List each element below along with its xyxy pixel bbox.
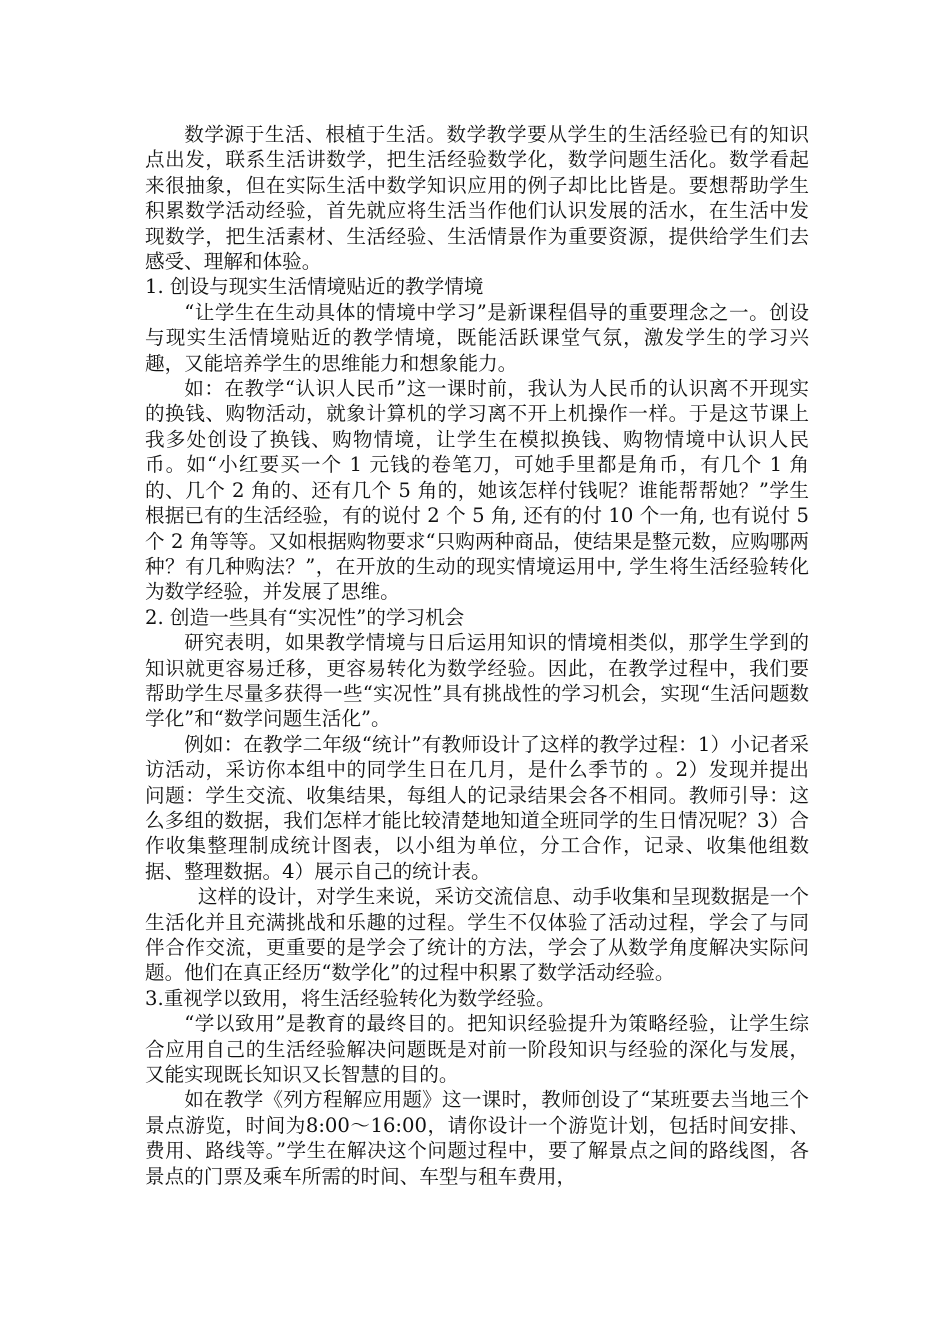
section-3-heading: 3.重视学以致用，将生活经验转化为数学经验。 bbox=[145, 986, 556, 1010]
section-1-paragraph-1: “让学生在生动具体的情境中学习”是新课程倡导的重要理念之一。创设与现实生活情境贴近的教学情境，既能活跃课堂气氛，激发学生的学习兴趣，又能培养学生的思维能力和想象能力。 bbox=[145, 300, 809, 375]
section-1-paragraph-2: 如：在教学“认识人民币”这一课时前，我认为人民币的认识离不开现实的换钱、购物活动，就象计算机的学习离不开上机操作一样。于是这节课上我多处创设了换钱、购物情境，让学生在模拟换钱、购物情境中认识人民币。如“小红要买一个 1 元钱的卷笔刀，可她手里都是角币，有几个 1 角的、几个 2 角的、还有几个 5 角的，她该怎样付钱呢？谁能帮帮她？”学生根据已有的生活经验，有的说付 2 个 5 角, 还有的付 10 个一角, 也有说付 5 个 2 角等等。又如根据购物要求“只购两种商品，使结果是整元数，应购哪两种？有几种购法？”，在开放的生动的现实情境运用中, 学生将生活经验转化为数学经验，并发展了思维。 bbox=[145, 377, 809, 604]
section-2-heading: 2. 创造一些具有“实况性”的学习机会 bbox=[145, 605, 465, 629]
section-3-paragraph-1: “学以致用”是教育的最终目的。把知识经验提升为策略经验，让学生综合应用自己的生活经验解决问题既是对前一阶段知识与经验的深化与发展，又能实现既长知识又长智慧的目的。 bbox=[145, 1012, 809, 1087]
section-3-paragraph-2: 如在教学《列方程解应用题》这一课时，教师创设了“某班要去当地三个景点游览，时间为8:00～16:00，请你设计一个游览计划，包括时间安排、费用、路线等。”学生在解决这个问题过程中，要了解景点之间的路线图，各景点的门票及乘车所需的时间、车型与租车费用， bbox=[145, 1088, 809, 1188]
section-2-paragraph-1: 研究表明，如果教学情境与日后运用知识的情境相类似，那学生学到的知识就更容易迁移，更容易转化为数学经验。因此，在教学过程中，我们要帮助学生尽量多获得一些“实况性”具有挑战性的学习机会，实现“生活问题数学化”和“数学问题生活化”。 bbox=[145, 631, 809, 731]
section-2-paragraph-2: 例如：在教学二年级“统计”有教师设计了这样的教学过程：1）小记者采访活动，采访你本组中的同学生日在几月，是什么季节的 。2）发现并提出问题：学生交流、收集结果，每组人的记录结果会各不相同。教师引导：这么多组的数据，我们怎样才能比较清楚地知道全班同学的生日情况呢？3）合作收集整理制成统计图表，以小组为单位，分工合作，记录、收集他组数据、整理数据。4）展示自己的统计表。 bbox=[145, 732, 809, 883]
document-body bbox=[145, 122, 809, 1189]
section-2-paragraph-3: 这样的设计，对学生来说，采访交流信息、动手收集和呈现数据是一个生活化并且充满挑战和乐趣的过程。学生不仅体验了活动过程，学会了与同 伴合作交流，更重要的是学会了统计的方法，学会了从数学角度解决实际问题。他们在真正经历“数学化”的过程中积累了数学活动经验。 bbox=[145, 885, 809, 985]
intro-paragraph: 数学源于生活、根植于生活。数学教学要从学生的生活经验已有的知识点出发，联系生活讲数学，把生活经验数学化，数学问题生活化。数学看起来很抽象，但在实际生活中数学知识应用的例子却比比皆是。要想帮助学生积累数学活动经验，首先就应将生活当作他们认识发展的活水，在生活中发现数学，把生活素材、生活经验、生活情景作为重要资源，提供给学生们去感受、理解和体验。 bbox=[145, 123, 809, 274]
section-1-heading: 1. 创设与现实生活情境贴近的教学情境 bbox=[145, 275, 484, 299]
